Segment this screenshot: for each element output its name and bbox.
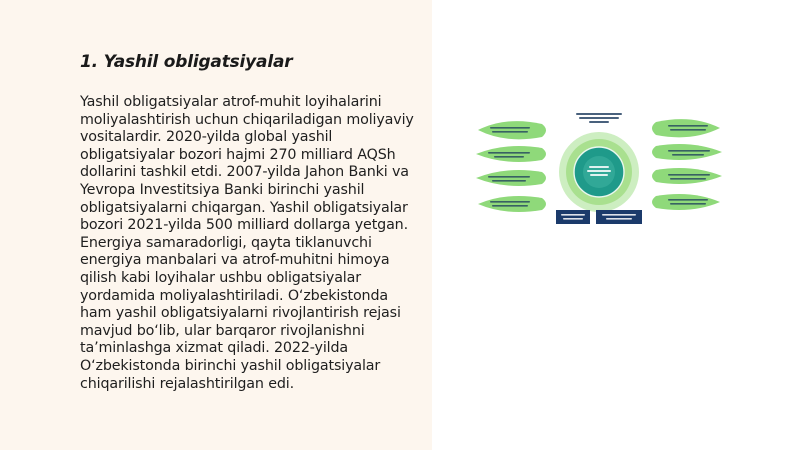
slide-heading: 1. Yashil obligatsiyalar [80,52,293,72]
leaf-text-line [668,125,708,127]
left-leaves [476,121,546,212]
center-text-line [587,170,611,172]
top-caption-line [576,113,622,115]
box-text-line [561,214,585,216]
box-text-line [602,214,636,216]
leaf [652,144,722,160]
slide-paragraph: Yashil obligatsiyalar atrof-muhit loyihalarini moliyalashtirish uchun chiqariladigan moliyaviy vositalardir. 2020-yilda global yashil obligatsiyalar bozori hajmi 270 milliard AQSh dollarini tashkil etdi. 2007-yilda Jahon Banki va Yevropa Investitsiya Banki birinchi yashil obligatsiyalarni chiqargan. Yashil obligatsiyalar bozori 2021-yilda 500 milliard dollarga yetgan. Energiya samaradorligi, qayta tiklanuvchi energiya manbalari va atrof-muhitni himoya qilish kabi loyihalar ushbu obligatsiyalar yordamida moliyalashtiriladi. O‘zbekistonda ham yashil obligatsiyalarni rivojlantirish rejasi mavjud bo‘lib, ular barqaror rivojlanishni ta’minlashga xizmat qiladi. 2022-yilda O‘zbekistonda birinchi yashil obligatsiyalar chiqarilishi rejalashtirilgan edi. [80,94,414,392]
leaf [476,170,546,186]
top-caption-line [589,121,609,123]
leaf-text-line [670,129,706,131]
bottom-box-right [596,210,642,224]
leaf [478,196,546,212]
leaf-text-line [668,199,708,201]
bottom-box-left [556,210,590,224]
leaf [478,121,546,139]
center-text-line [590,174,608,176]
center-text-line [589,166,609,168]
leaf [476,146,546,162]
leaf [652,119,720,137]
leaf-text-line [488,152,530,154]
box-text-line [606,218,632,220]
leaf [652,168,722,184]
top-caption-line [579,117,619,119]
green-deal-diagram-image [476,110,722,230]
leaf-text-line [668,174,710,176]
leaf-text-line [492,131,528,133]
right-leaves [652,119,722,210]
leaf-text-line [670,178,706,180]
leaf-text-line [492,205,528,207]
leaf-text-line [492,180,526,182]
box-text-line [563,218,583,220]
leaf-text-line [490,201,530,203]
leaf [652,194,720,210]
leaf-text-line [670,203,706,205]
leaf-text-line [490,127,530,129]
leaf-text-line [668,150,710,152]
leaf-text-line [672,154,704,156]
leaf-text-line [494,156,524,158]
green-deal-diagram-graphic [476,110,722,230]
leaf-text-line [488,176,530,178]
